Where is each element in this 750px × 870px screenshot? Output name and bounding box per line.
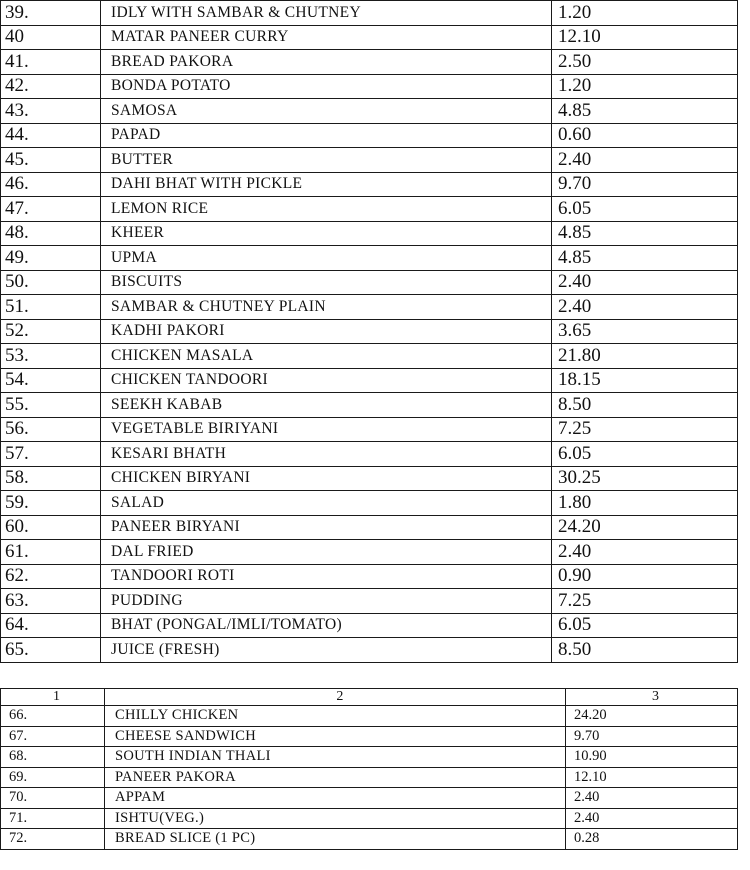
table-row	[1, 123, 738, 148]
item-rate: 9.70	[566, 726, 738, 747]
item-name: VEGETABLE BIRIYANI	[101, 417, 552, 442]
item-rate: 7.25	[552, 417, 738, 442]
table-row	[1, 172, 738, 197]
item-name: LEMON RICE	[101, 197, 552, 222]
table-row	[1, 564, 738, 589]
item-rate: 24.20	[552, 515, 738, 540]
item-name: ISHTU(VEG.)	[105, 808, 566, 829]
table-row	[1, 197, 738, 222]
item-rate: 9.70	[552, 172, 738, 197]
item-rate: 2.40	[566, 808, 738, 829]
item-name: CHICKEN MASALA	[101, 344, 552, 369]
item-name: CHILLY CHICKEN	[105, 706, 566, 727]
header-col-3: 3	[566, 689, 738, 706]
item-rate: 12.10	[566, 767, 738, 788]
item-name: MATAR PANEER CURRY	[101, 25, 552, 50]
item-rate: 8.50	[552, 393, 738, 418]
table-row	[1, 50, 738, 75]
item-rate: 0.90	[552, 564, 738, 589]
table-row	[1, 589, 738, 614]
table-row	[1, 368, 738, 393]
item-number: 51.	[1, 295, 101, 320]
item-rate: 10.90	[566, 747, 738, 768]
table-row	[1, 466, 738, 491]
item-rate: 1.20	[552, 1, 738, 26]
table-row	[1, 148, 738, 173]
price-table-bottom	[0, 688, 738, 850]
table-row	[1, 829, 738, 850]
item-name: BHAT (PONGAL/IMLI/TOMATO)	[101, 613, 552, 638]
item-name: KESARI BHATH	[101, 442, 552, 467]
item-number: 42.	[1, 74, 101, 99]
item-number: 61.	[1, 540, 101, 565]
item-name: SEEKH KABAB	[101, 393, 552, 418]
table-row	[1, 295, 738, 320]
item-number: 39.	[1, 1, 101, 26]
table-row	[1, 344, 738, 369]
item-name: KHEER	[101, 221, 552, 246]
item-number: 72.	[1, 829, 105, 850]
item-rate: 2.40	[552, 540, 738, 565]
item-number: 64.	[1, 613, 101, 638]
item-rate: 6.05	[552, 442, 738, 467]
item-rate: 4.85	[552, 246, 738, 271]
table-row	[1, 767, 738, 788]
item-rate: 30.25	[552, 466, 738, 491]
item-number: 43.	[1, 99, 101, 124]
item-number: 55.	[1, 393, 101, 418]
item-name: BISCUITS	[101, 270, 552, 295]
item-number: 40	[1, 25, 101, 50]
item-number: 63.	[1, 589, 101, 614]
item-name: PAPAD	[101, 123, 552, 148]
item-number: 41.	[1, 50, 101, 75]
item-name: BONDA POTATO	[101, 74, 552, 99]
table-row	[1, 747, 738, 768]
item-name: BREAD PAKORA	[101, 50, 552, 75]
item-rate: 7.25	[552, 589, 738, 614]
item-name: CHEESE SANDWICH	[105, 726, 566, 747]
item-name: PUDDING	[101, 589, 552, 614]
item-rate: 4.85	[552, 221, 738, 246]
item-rate: 0.60	[552, 123, 738, 148]
item-number: 66.	[1, 706, 105, 727]
table-row	[1, 788, 738, 809]
table-row	[1, 246, 738, 271]
item-rate: 4.85	[552, 99, 738, 124]
table-row	[1, 491, 738, 516]
item-name: SOUTH INDIAN THALI	[105, 747, 566, 768]
item-name: IDLY WITH SAMBAR & CHUTNEY	[101, 1, 552, 26]
item-name: TANDOORI ROTI	[101, 564, 552, 589]
table-row	[1, 270, 738, 295]
column-number-header	[1, 689, 738, 706]
item-number: 62.	[1, 564, 101, 589]
item-rate: 2.40	[552, 148, 738, 173]
item-name: KADHI PAKORI	[101, 319, 552, 344]
item-rate: 12.10	[552, 25, 738, 50]
item-rate: 1.80	[552, 491, 738, 516]
item-name: UPMA	[101, 246, 552, 271]
item-number: 56.	[1, 417, 101, 442]
item-rate: 2.40	[552, 295, 738, 320]
table-row	[1, 393, 738, 418]
item-name: PANEER PAKORA	[105, 767, 566, 788]
item-number: 60.	[1, 515, 101, 540]
item-number: 68.	[1, 747, 105, 768]
item-number: 45.	[1, 148, 101, 173]
item-name: DAHI BHAT WITH PICKLE	[101, 172, 552, 197]
item-number: 65.	[1, 638, 101, 663]
table-row	[1, 221, 738, 246]
item-rate: 2.50	[552, 50, 738, 75]
item-rate: 2.40	[552, 270, 738, 295]
item-number: 46.	[1, 172, 101, 197]
item-rate: 3.65	[552, 319, 738, 344]
header-col-1: 1	[1, 689, 105, 706]
item-name: BREAD SLICE (1 PC)	[105, 829, 566, 850]
item-rate: 6.05	[552, 197, 738, 222]
table-row	[1, 515, 738, 540]
item-name: APPAM	[105, 788, 566, 809]
item-number: 58.	[1, 466, 101, 491]
table-row	[1, 726, 738, 747]
item-name: CHICKEN BIRYANI	[101, 466, 552, 491]
header-col-2: 2	[105, 689, 566, 706]
table-row	[1, 638, 738, 663]
item-name: PANEER BIRYANI	[101, 515, 552, 540]
table-row	[1, 417, 738, 442]
item-number: 69.	[1, 767, 105, 788]
item-number: 70.	[1, 788, 105, 809]
item-rate: 6.05	[552, 613, 738, 638]
table-row	[1, 319, 738, 344]
item-number: 49.	[1, 246, 101, 271]
item-name: SAMBAR & CHUTNEY PLAIN	[101, 295, 552, 320]
item-number: 67.	[1, 726, 105, 747]
item-number: 52.	[1, 319, 101, 344]
item-name: DAL FRIED	[101, 540, 552, 565]
item-name: JUICE (FRESH)	[101, 638, 552, 663]
item-rate: 24.20	[566, 706, 738, 727]
item-rate: 2.40	[566, 788, 738, 809]
item-number: 57.	[1, 442, 101, 467]
table-row	[1, 540, 738, 565]
item-number: 59.	[1, 491, 101, 516]
item-number: 71.	[1, 808, 105, 829]
item-number: 44.	[1, 123, 101, 148]
item-rate: 0.28	[566, 829, 738, 850]
item-number: 50.	[1, 270, 101, 295]
table-row	[1, 613, 738, 638]
item-number: 54.	[1, 368, 101, 393]
item-rate: 18.15	[552, 368, 738, 393]
table-row	[1, 706, 738, 727]
item-name: CHICKEN TANDOORI	[101, 368, 552, 393]
item-number: 47.	[1, 197, 101, 222]
table-row	[1, 442, 738, 467]
item-name: BUTTER	[101, 148, 552, 173]
item-rate: 8.50	[552, 638, 738, 663]
item-rate: 1.20	[552, 74, 738, 99]
table-row	[1, 1, 738, 26]
item-name: SAMOSA	[101, 99, 552, 124]
table-row	[1, 808, 738, 829]
item-rate: 21.80	[552, 344, 738, 369]
item-number: 48.	[1, 221, 101, 246]
table-row	[1, 99, 738, 124]
item-name: SALAD	[101, 491, 552, 516]
item-number: 53.	[1, 344, 101, 369]
table-row	[1, 74, 738, 99]
table-row	[1, 25, 738, 50]
